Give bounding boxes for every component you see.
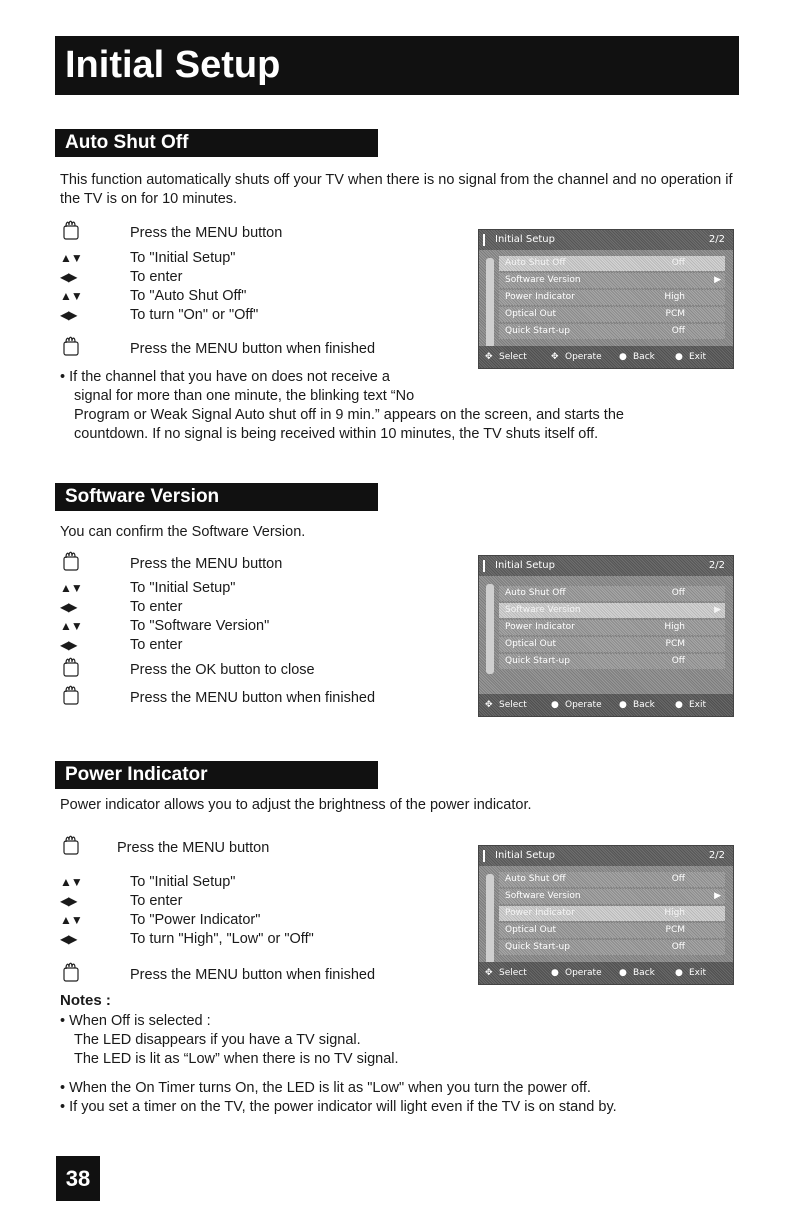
step-text: To "Initial Setup" xyxy=(130,874,236,890)
tv-menu-list xyxy=(499,872,725,957)
tv-menu-screen xyxy=(478,229,734,369)
menu-item-quick-start-up: Quick Start-up Off xyxy=(499,940,725,955)
menu-button-icon: ● xyxy=(675,352,683,362)
step xyxy=(60,335,375,363)
ok-button-icon xyxy=(60,656,130,684)
tv-menu-header: Initial Setup 2/2 xyxy=(479,846,733,866)
step xyxy=(60,911,260,930)
menu-button-icon xyxy=(60,219,130,247)
tv-menu-list xyxy=(499,586,725,671)
chevron-right-icon: ▶ xyxy=(714,891,721,901)
menu-item-software-version: Software Version ▶ xyxy=(499,603,725,618)
step-text: To "Initial Setup" xyxy=(130,250,236,266)
step-text: Press the MENU button xyxy=(117,839,270,856)
step-text: Press the OK button to close xyxy=(130,661,315,678)
back-button-icon: ● xyxy=(619,352,627,362)
step xyxy=(60,892,182,911)
menu-button-icon xyxy=(60,335,130,363)
menu-item-software-version: Software Version ▶ xyxy=(499,889,725,904)
left-right-arrows-icon: ◀▶ xyxy=(60,308,77,322)
power-indicator-intro: Power indicator allows you to adjust the brightness of the power indicator. xyxy=(60,797,532,813)
tv-menu-list xyxy=(499,256,725,341)
menu-item-optical-out: Optical Out PCM xyxy=(499,637,725,652)
menu-button-icon: ● xyxy=(675,700,683,710)
section-heading-auto-shut-off: Auto Shut Off xyxy=(55,129,378,157)
ok-button-icon: ● xyxy=(551,700,559,710)
up-down-arrows-icon: ▲▼ xyxy=(60,289,82,303)
scrollbar xyxy=(486,258,494,348)
step-text: To turn "High", "Low" or "Off" xyxy=(130,931,314,947)
menu-item-auto-shut-off: Auto Shut Off Off xyxy=(499,586,725,601)
ok-button-icon: ● xyxy=(551,968,559,978)
menu-button-icon xyxy=(60,834,117,862)
up-down-arrows-icon: ▲▼ xyxy=(60,875,82,889)
menu-item-optical-out: Optical Out PCM xyxy=(499,923,725,938)
menu-item-power-indicator: Power Indicator High xyxy=(499,906,725,921)
note-item: • When Off is selected : xyxy=(60,1013,211,1029)
software-version-intro: You can confirm the Software Version. xyxy=(60,524,306,540)
tv-menu-footer: ✥ Select ✥ Operate ● Back ● Exit xyxy=(479,346,733,368)
step xyxy=(60,636,182,655)
step-text: To enter xyxy=(130,893,183,909)
step xyxy=(60,930,314,949)
chevron-right-icon: ▶ xyxy=(714,605,721,615)
step xyxy=(60,579,235,598)
bullet-continuation: countdown. If no signal is being received within 10 minutes, the TV shuts itself off. xyxy=(74,426,599,442)
step xyxy=(60,961,375,989)
up-down-arrows-icon: ▲▼ xyxy=(60,619,82,633)
auto-shut-off-intro: This function automatically shuts off your TV when there is no signal from the channel and no operation if the TV is on for 10 minutes. xyxy=(60,172,733,207)
up-down-arrows-icon: ▲▼ xyxy=(60,913,82,927)
step-text: To "Software Version" xyxy=(130,618,270,634)
menu-item-quick-start-up: Quick Start-up Off xyxy=(499,324,725,339)
note-subitem: The LED is lit as “Low” when there is no TV signal. xyxy=(74,1051,399,1067)
step-text: Press the MENU button xyxy=(130,224,283,241)
menu-item-quick-start-up: Quick Start-up Off xyxy=(499,654,725,669)
menu-button-icon xyxy=(60,684,130,712)
tv-menu-header: Initial Setup 2/2 xyxy=(479,230,733,250)
dpad-icon: ✥ xyxy=(485,700,493,710)
menu-title-icon xyxy=(483,850,491,862)
menu-item-power-indicator: Power Indicator High xyxy=(499,290,725,305)
step-text: Press the MENU button when finished xyxy=(130,966,376,983)
step xyxy=(60,306,258,325)
note-subitem: The LED disappears if you have a TV signal. xyxy=(74,1032,361,1048)
dpad-icon: ✥ xyxy=(551,352,559,362)
tv-menu-screen xyxy=(478,555,734,717)
left-right-arrows-icon: ◀▶ xyxy=(60,894,77,908)
menu-button-icon xyxy=(60,550,130,578)
step xyxy=(60,656,315,684)
scrollbar xyxy=(486,874,494,964)
section-heading-software-version: Software Version xyxy=(55,483,378,511)
step-text: To enter xyxy=(130,269,183,285)
menu-item-auto-shut-off: Auto Shut Off Off xyxy=(499,256,725,271)
step xyxy=(60,684,375,712)
step xyxy=(60,617,269,636)
notes-label: Notes : xyxy=(60,992,111,1009)
back-button-icon: ● xyxy=(619,968,627,978)
tv-menu-header: Initial Setup 2/2 xyxy=(479,556,733,576)
bullet-item: • If the channel that you have on does not receive a xyxy=(60,369,390,385)
menu-item-power-indicator: Power Indicator High xyxy=(499,620,725,635)
page-title: Initial Setup xyxy=(55,36,739,95)
step-text: To "Initial Setup" xyxy=(130,580,236,596)
menu-title-icon xyxy=(483,560,491,572)
step xyxy=(60,834,269,862)
step xyxy=(60,249,235,268)
step-text: Press the MENU button when finished xyxy=(130,340,376,357)
step xyxy=(60,268,182,287)
step-text: Press the MENU button when finished xyxy=(130,689,376,706)
left-right-arrows-icon: ◀▶ xyxy=(60,600,77,614)
step-text: To enter xyxy=(130,599,183,615)
bullet-continuation: signal for more than one minute, the blinking text “No xyxy=(74,388,415,404)
left-right-arrows-icon: ◀▶ xyxy=(60,270,77,284)
step-text: To enter xyxy=(130,637,183,653)
up-down-arrows-icon: ▲▼ xyxy=(60,581,82,595)
menu-title-icon xyxy=(483,234,491,246)
step-text: To "Power Indicator" xyxy=(130,912,261,928)
note-item: • When the On Timer turns On, the LED is lit as "Low" when you turn the power off. xyxy=(60,1080,591,1096)
left-right-arrows-icon: ◀▶ xyxy=(60,638,77,652)
step xyxy=(60,287,246,306)
dpad-icon: ✥ xyxy=(485,352,493,362)
step-text: To turn "On" or "Off" xyxy=(130,307,259,323)
up-down-arrows-icon: ▲▼ xyxy=(60,251,82,265)
note-item: • If you set a timer on the TV, the power indicator will light even if the TV is on stand by. xyxy=(60,1099,617,1115)
bullet-continuation: Program or Weak Signal Auto shut off in 9 min.” appears on the screen, and starts the xyxy=(74,407,624,423)
menu-button-icon xyxy=(60,961,130,989)
page-number: 38 xyxy=(56,1156,100,1201)
menu-item-auto-shut-off: Auto Shut Off Off xyxy=(499,872,725,887)
step-text: Press the MENU button xyxy=(130,555,283,572)
scrollbar xyxy=(486,584,494,674)
back-button-icon: ● xyxy=(619,700,627,710)
tv-menu-footer: ✥ Select ● Operate ● Back ● Exit xyxy=(479,962,733,984)
tv-menu-footer: ✥ Select ● Operate ● Back ● Exit xyxy=(479,694,733,716)
step xyxy=(60,219,282,247)
step xyxy=(60,873,235,892)
chevron-right-icon: ▶ xyxy=(714,275,721,285)
tv-menu-screen xyxy=(478,845,734,985)
menu-button-icon: ● xyxy=(675,968,683,978)
left-right-arrows-icon: ◀▶ xyxy=(60,932,77,946)
dpad-icon: ✥ xyxy=(485,968,493,978)
step xyxy=(60,598,182,617)
menu-item-software-version: Software Version ▶ xyxy=(499,273,725,288)
step-text: To "Auto Shut Off" xyxy=(130,288,247,304)
section-heading-power-indicator: Power Indicator xyxy=(55,761,378,789)
step xyxy=(60,550,282,578)
menu-item-optical-out: Optical Out PCM xyxy=(499,307,725,322)
